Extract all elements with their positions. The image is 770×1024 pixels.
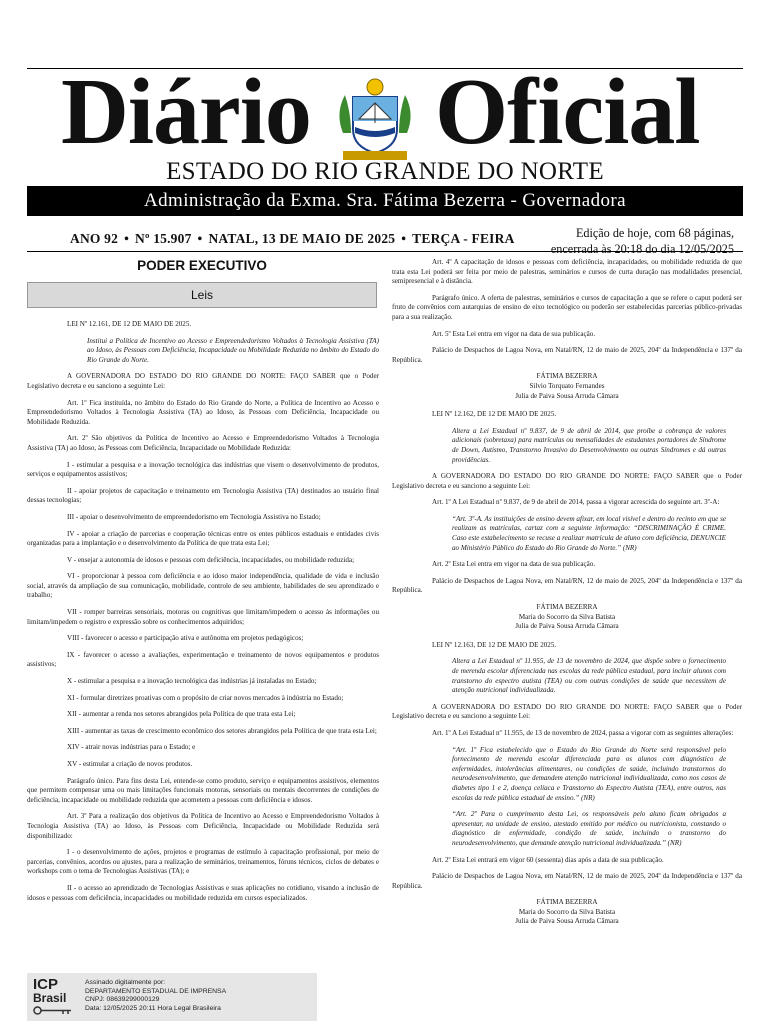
issue-number: Nº 15.907 (135, 231, 192, 246)
paragraph: III - apoiar o desenvolvimento de empreendedorismo em Tecnologia Assistiva no Estado; (67, 512, 321, 521)
header-rule (27, 251, 743, 252)
paragraph: Art. 5º Esta Lei entra em vigor na data de sua publicação. (432, 329, 596, 338)
paragraph: Palácio de Despachos de Lagoa Nova, em Natal/RN, 12 de maio de 2025, 204º da Independência e 137º da República. (392, 576, 742, 595)
law-ementa: Altera a Lei Estadual nº 11.955, de 13 de novembro de 2024, que dispõe sobre o fornecimento de merenda escolar diferenciada nas escolas da rede pública estadual, para incluir alunos com transtorno do espectro autista (TEA) ou com outras condições de saúde que necessitem de atenção nutricional individualizada. (452, 657, 726, 695)
paragraph: I - o desenvolvimento de ações, projetos e programas de estímulo à capacitação profissional, por meio de parcerias, convênios, acordos ou ajustes, para a realização de seminários, treinamentos, fóruns técnicos, ciclos de debates e workshops com o tema de Tecnologias Assistivas (TA); e (27, 848, 379, 876)
paragraph: Palácio de Despachos de Lagoa Nova, em Natal/RN, 12 de maio de 2025, 204º da Independência e 137º da República. (392, 872, 742, 890)
signature-governor: FÁTIMA BEZERRA (536, 372, 598, 381)
signed-by-label: Assinado digitalmente por: (85, 979, 166, 986)
paragraph: II - apoiar projetos de capacitação e treinamento em Tecnologia Assistiva (TA) destinados ao usuário final dessas tecnologias; (27, 486, 379, 505)
quoted-article: “Art. 2º Para o cumprimento desta Lei, os responsáveis pelo aluno ficam obrigados a apresentar, na unidade de ensino, atestado emitido por médico ou nutricionista, constando o diagnóstico de enfermidade, condição de saúde, incluindo o transtorno do neurodesenvolvimento, que demande atenção nutricional individualizada.” (NR) (452, 810, 726, 847)
paragraph: IV - apoiar a criação de parcerias e cooperação técnicas entre os entes públicos estaduais e entidades civis organizadas para a implantação e o desenvolvimento da Política de que trata esta Lei; (27, 529, 379, 548)
paragraph: II - o acesso ao aprendizado de Tecnologias Assistivas e suas aplicações no cotidiano, visando a inclusão de idosos e pessoas com deficiência, incapacidades ou mobilidade reduzida em cursos especializados. (27, 883, 379, 902)
signature-date: Data: 12/05/2025 20:11 Hora Legal Brasileira (85, 1004, 221, 1012)
edition-info (551, 225, 734, 257)
paragraph: X - estimular a pesquisa e a inovação tecnológica das indústrias já instaladas no Estado; (67, 677, 317, 686)
paragraph: V - ensejar a autonomia de idosos e pessoas com deficiência, incapacidades, ou mobilidade reduzida; (67, 555, 355, 564)
icp-logo-text: ICP (33, 976, 59, 993)
separator: • (197, 231, 203, 246)
paragraph: XV - estimular a criação de novos produtos. (67, 760, 193, 768)
paragraph: XIII - aumentar as taxas de crescimento econômico dos setores abrangidos pela Política de que trata esta Lei; (67, 726, 377, 735)
signature-secretary: Julia de Paiva Sousa Arruda Câmara (515, 622, 619, 631)
quoted-article: “Art. 1º Fica estabelecido que o Estado do Rio Grande do Norte será responsável pelo fornecimento de merenda escolar diferenciada para os alunos com diagnóstico de enfermidades, intolerâncias alimentares, ou condições de saúde, incluindo transtornos do neurodesenvolvimento, que demandem atenção nutricional individualizada, como nos casos de diabetes tipo 1 e 2, doença celíaca e Transtorno do Espectro Autista (TEA), entre outros, nas escolas da rede pública estadual de ensino.” (NR) (452, 745, 726, 802)
paragraph: Art. 2º Esta Lei entrará em vigor 60 (sessenta) dias após a data de sua publicação. (432, 855, 664, 864)
paragraph: XI - formular diretrizes proativas com o propósito de criar novos mercados à indústria no Estado; (67, 693, 344, 702)
signature-secretary: Maria do Socorro da Silva Batista (518, 612, 616, 621)
masthead-word-left: Diário (61, 60, 311, 164)
paragraph: A GOVERNADORA DO ESTADO DO RIO GRANDE DO NORTE: FAÇO SABER que o Poder Legislativo decreta e eu sanciono a seguinte Lei: (392, 702, 742, 721)
paragraph: Art. 1º A Lei Estadual nº 9.837, de 9 de abril de 2014, passa a vigorar acrescida do seguinte art. 3º-A: (432, 498, 720, 507)
signer-name: DEPARTAMENTO ESTADUAL DE IMPRENSA (85, 987, 227, 995)
separator: • (124, 231, 130, 246)
signature-secretary: Silvio Torquato Fernandes (529, 381, 605, 390)
paragraph: Parágrafo único. Para fins desta Lei, entende-se como produto, serviço e equipamentos assistivos, elementos que permitem compensar uma ou mais limitações funcionais motoras, sensoriais ou mentais decorrentes de condições de deficiência, incapacidade ou mobilidade reduzida que acometem a pessoas com deficiência e idosos. (27, 776, 379, 804)
quoted-article: “Art. 3º-A. As instituições de ensino devem afixar, em local visível e dentro do recinto em que se realizam as matrículas, cartaz com a seguinte informação: “DISCRIMINAÇÃO É CRIME. Caso este estabelecimento se recuse a realizar matrícula de aluno com deficiência, DENUNCIE ao Ministério Público do Estado do Rio Grande do Norte.” (NR) (452, 514, 726, 552)
paragraph: Art. 2º Esta Lei entra em vigor na data de sua publicação. (432, 560, 596, 569)
paragraph: I - estimular a pesquisa e a inovação tecnológica das indústrias que visem o desenvolvimento de produtos, serviços e equipamentos assistivos; (27, 460, 379, 479)
paragraph: VII - romper barreiras sensoriais, motoras ou cognitivas que limitam/impedem o acesso às informações ou limitam/impedem o registro e expressão sobre os conhecimentos adquiridos; (27, 608, 379, 626)
signature-governor: FÁTIMA BEZERRA (536, 603, 598, 612)
issue-weekday: TERÇA - FEIRA (412, 231, 515, 246)
signature-block (392, 898, 742, 927)
paragraph: Art. 3º Para a realização dos objetivos da Política de Incentivo ao Acesso e Empreendedorismo Voltados à Tecnologia Assistiva (TA) ao Idoso, às Pessoas com Deficiência, Incapacidade ou Mobilidade Reduzida será disponibilizado: (27, 812, 379, 840)
edition-closed: encerrada às 20:18 do dia 12/05/2025 (550, 242, 734, 256)
law-ementa: Institui a Política de Incentivo ao Acesso e Empreendedorismo Voltados à Tecnologia Assistiva (TA) ao Idoso, às Pessoas com Deficiência, Incapacidade ou Mobilidade Reduzida no âmbito do Estado do Rio Grande do Norte. (87, 336, 379, 364)
edition-pages: Edição de hoje, com 68 páginas, (575, 226, 734, 240)
masthead-subtitle: ESTADO DO RIO GRANDE DO NORTE (166, 158, 604, 185)
issue-dateline (70, 231, 515, 247)
governor-band: Administração da Exma. Sra. Fátima Bezerra - Governadora (27, 186, 743, 216)
signer-cnpj: CNPJ: 08639299000129 (85, 996, 160, 1004)
coat-of-arms-icon (329, 73, 421, 165)
signature-block (392, 603, 742, 632)
masthead (27, 60, 743, 164)
paragraph: Palácio de Despachos de Lagoa Nova, em Natal/RN, 12 de maio de 2025, 204º da Independência e 137º da República. (392, 346, 742, 364)
signature-details (85, 979, 226, 1013)
law-title: LEI Nº 12.163, DE 12 DE MAIO DE 2025. (432, 640, 557, 649)
subsection-leis: Leis (27, 282, 377, 308)
paragraph: XII - aumentar a renda nos setores abrangidos pela Política de que trata esta Lei; (67, 710, 296, 719)
paragraph: XIV - atrair novas indústrias para o Estado; e (67, 743, 196, 752)
paragraph: Parágrafo único. A oferta de palestras, seminários e cursos de capacitação a que se refere o caput poderá ser fruto de convênios com autarquias de ensino de eixo tecnológico ou poderão ser estabelecidas parcerias público-privadas para a sua realização. (392, 293, 742, 321)
key-icon (33, 1006, 73, 1015)
paragraph: VI - proporcionar à pessoa com deficiência e ao idoso maior independência, qualidade de vida e inclusão social, através da ampliação de sua comunicação, mobilidade, controle de seu ambiente, habilidades de seu aprendizado e trabalho; (27, 572, 379, 600)
left-column (27, 320, 379, 910)
paragraph: A GOVERNADORA DO ESTADO DO RIO GRANDE DO NORTE: FAÇO SABER que o Poder Legislativo decreta e eu sanciono a seguinte Lei: (27, 372, 379, 390)
paragraph: IX - favorecer o acesso a avaliações, experimentação e treinamento de novos equipamentos e produtos assistivos; (27, 650, 379, 669)
section-title: PODER EXECUTIVO (137, 258, 267, 273)
icp-brasil-logo (31, 976, 79, 1018)
law-ementa: Altera a Lei Estadual nº 9.837, de 9 de abril de 2014, que proíbe a cobrança de valores adicionais (sobretaxa) para matrículas ou mensalidades de estudantes portadores de Síndrome de Down, Autismo, Transtorno Invasivo do Desenvolvimento ou outras Síndromes e dá outras providências. (452, 426, 726, 464)
masthead-word-right: Oficial (435, 60, 700, 164)
icp-logo-subtext: Brasil (33, 991, 67, 1005)
paragraph: Art. 1º A Lei Estadual nº 11.955, de 13 de novembro de 2024, passa a vigorar com as seguintes alterações: (432, 728, 734, 737)
signature-secretary: Julia de Paiva Sousa Arruda Câmara (515, 917, 619, 926)
digital-signature-box (27, 973, 317, 1021)
signature-block (392, 372, 742, 401)
paragraph: Art. 1º Fica instituída, no âmbito do Estado do Rio Grande do Norte, a Política de Incentivo ao Acesso e Empreendedorismo Voltados à Tecnologia Assistiva (TA) ao Idoso, às Pessoas com Deficiência, Incapacidade ou Mobilidade Reduzida. (27, 398, 379, 426)
signature-secretary: Julia de Paiva Sousa Arruda Câmara (515, 391, 619, 400)
law-title: LEI Nº 12.161, DE 12 DE MAIO DE 2025. (67, 320, 192, 328)
paragraph: Art. 4º A capacitação de idosos e pessoas com deficiência, incapacidades, ou mobilidade reduzida de que trata esta Lei poderá ser feita por meio de palestras, seminários e cursos de curta duração nas modalidades presencial, semipresencial e à distância. (392, 258, 742, 286)
issue-date: NATAL, 13 DE MAIO DE 2025 (208, 231, 396, 246)
signature-secretary: Maria do Socorro da Silva Batista (518, 907, 616, 916)
right-column (392, 258, 742, 936)
paragraph: VIII - favorecer o acesso e participação ativa e autônoma em projetos pedagógicos; (67, 634, 304, 643)
issue-year: ANO 92 (70, 231, 119, 246)
paragraph: Art. 2º São objetivos da Política de Incentivo ao Acesso e Empreendedorismo Voltados à Tecnologia Assistiva (TA) ao Idoso, às Pessoas com Deficiência, Incapacidade ou Mobilidade Reduzida: (27, 434, 379, 452)
paragraph: A GOVERNADORA DO ESTADO DO RIO GRANDE DO NORTE: FAÇO SABER que o Poder Legislativo decreta e eu sanciono a seguinte Lei: (392, 472, 742, 490)
law-title: LEI Nº 12.162, DE 12 DE MAIO DE 2025. (432, 410, 557, 419)
signature-governor: FÁTIMA BEZERRA (536, 898, 598, 907)
separator: • (401, 231, 407, 246)
